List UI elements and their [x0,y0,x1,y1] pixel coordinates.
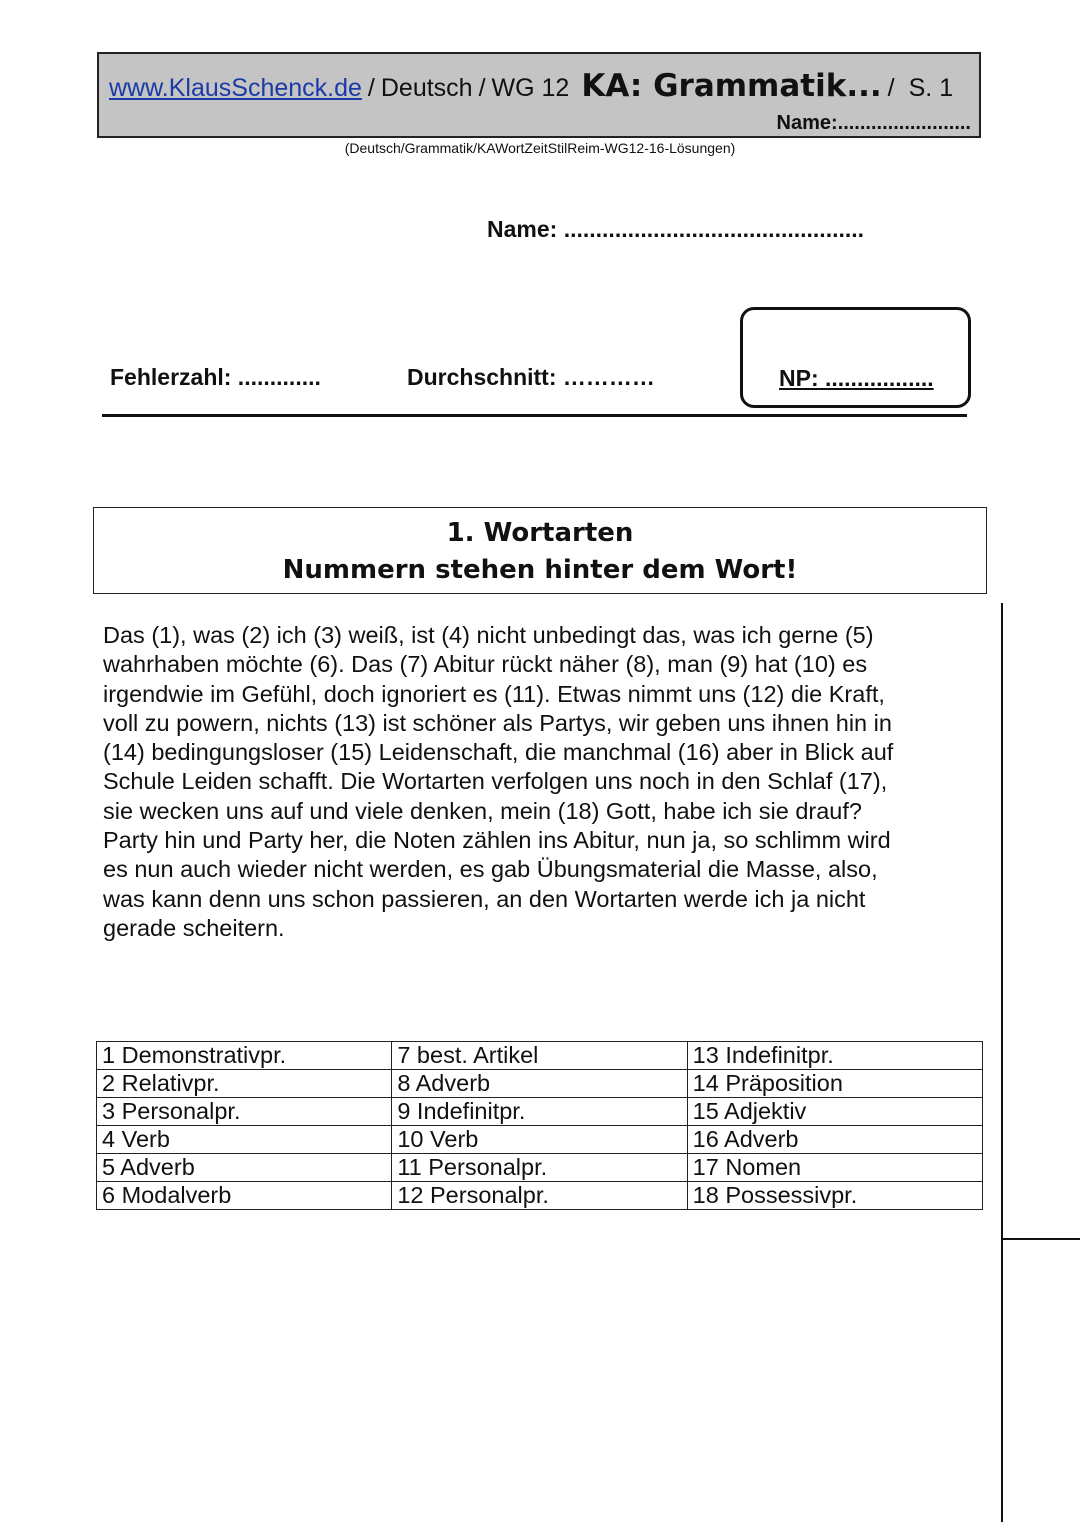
table-row [97,1182,983,1210]
passage-line: es nun auch wieder nicht werden, es gab Übungsmaterial die Masse, also, [103,856,878,883]
header-name-field: Name:........................ [776,112,971,134]
section-title: 1. Wortarten [446,518,634,548]
table-row [97,1070,983,1098]
passage-line: irgendwie im Gefühl, doch ignoriert es (11). Etwas nimmt uns (12) die Kraft, [103,680,885,707]
passage-line: gerade scheitern. [103,914,285,941]
answer-cell: 7 best. Artikel [392,1042,687,1070]
answer-cell: 17 Nomen [687,1154,982,1182]
header-class: WG 12 [491,74,570,102]
file-path: (Deutsch/Grammatik/KAWortZeitStilReim-WG12-16-Lösungen) [344,140,736,156]
passage-line: Das (1), was (2) ich (3) weiß, ist (4) nicht unbedingt das, was ich gerne (5) [103,622,874,648]
answer-cell: 16 Adverb [687,1126,982,1154]
passage-line: Party hin und Party her, die Noten zählen ins Abitur, nun ja, so schlimm wird [103,827,891,854]
divider-line [102,414,967,417]
answer-cell: 18 Possessivpr. [687,1182,982,1210]
passage-line: Schule Leiden schafft. Die Wortarten verfolgen uns noch in den Schlaf (17), [103,768,888,795]
section-heading-box [93,507,987,594]
answer-cell: 9 Indefinitpr. [392,1098,687,1126]
answer-cell: 5 Adverb [97,1154,392,1182]
header-separator: / [478,74,486,102]
answer-table [96,1041,983,1210]
answer-cell: 1 Demonstrativpr. [97,1042,392,1070]
exercise-passage [103,621,983,943]
answer-cell: 12 Personalpr. [392,1182,687,1210]
header-box [97,52,981,138]
passage-line: was kann denn uns schon passieren, an den Wortarten werde ich ja nicht [103,885,866,912]
passage-line: (14) bedingungsloser (15) Leidenschaft, die manchmal (16) aber in Blick auf [103,739,894,766]
header-title: KA: Grammatik... [581,68,882,104]
header-separator: / [367,74,375,102]
durchschnitt-field: Durchschnitt: ………… [407,364,655,390]
website-link[interactable]: www.KlausSchenck.de [109,74,362,102]
answer-cell: 15 Adjektiv [687,1098,982,1126]
header-line [109,68,953,104]
answer-cell: 13 Indefinitpr. [687,1042,982,1070]
answer-cell: 3 Personalpr. [97,1098,392,1126]
table-row [97,1098,983,1126]
passage-line: voll zu powern, nichts (13) ist schöner als Partys, wir geben uns ihnen hin in [103,709,892,736]
header-page: S. 1 [908,74,954,102]
header-separator: / [887,74,895,102]
student-name-field: Name: ............................................... [487,216,865,242]
answer-cell: 6 Modalverb [97,1182,392,1210]
answer-cell: 10 Verb [392,1126,687,1154]
table-row [97,1126,983,1154]
np-box [740,307,971,408]
answer-cell: 11 Personalpr. [392,1154,687,1182]
answer-cell: 14 Präposition [687,1070,982,1098]
section-instruction: Nummern stehen hinter dem Wort! [282,555,798,585]
margin-tick [1001,1238,1080,1240]
table-row [97,1154,983,1182]
header-subject: Deutsch [380,74,473,102]
np-field: NP: ................. [779,365,934,391]
table-row [97,1042,983,1070]
answer-cell: 2 Relativpr. [97,1070,392,1098]
answer-cell: 8 Adverb [392,1070,687,1098]
passage-line: wahrhaben möchte (6). Das (7) Abitur rückt näher (8), man (9) hat (10) es [103,651,868,678]
fehlerzahl-field: Fehlerzahl: ............. [110,364,321,390]
answer-cell: 4 Verb [97,1126,392,1154]
margin-line [1001,603,1003,1522]
passage-line: sie wecken uns auf und viele denken, mein (18) Gott, habe ich sie drauf? [103,797,862,824]
